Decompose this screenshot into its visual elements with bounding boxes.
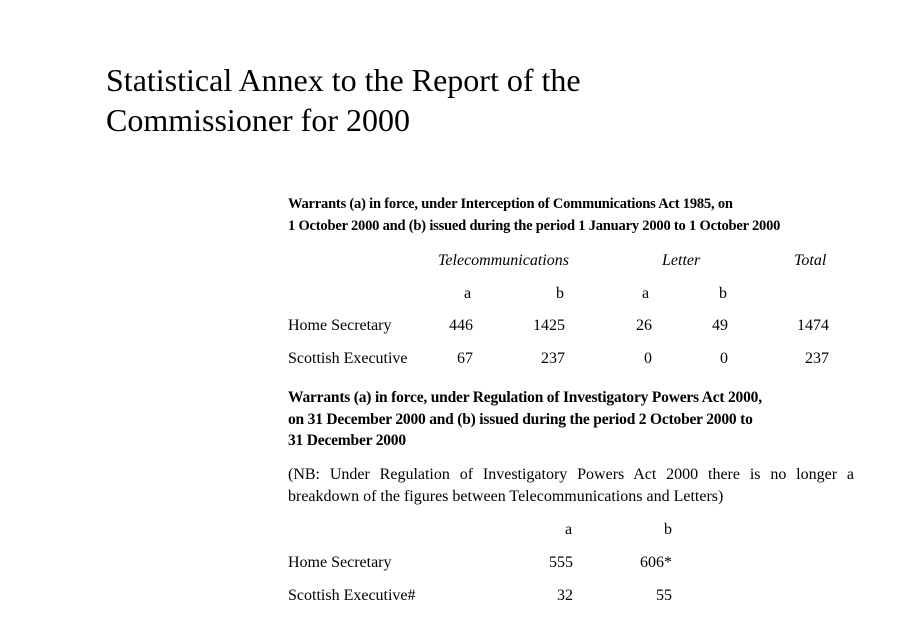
table1-subheader-letter-b: b bbox=[719, 285, 727, 302]
table1-cell-scottish-telecom-a: 67 bbox=[457, 350, 473, 367]
table1-subheader-telecom-b: b bbox=[556, 285, 564, 302]
table1-heading-line-2: 1 October 2000 and (b) issued during the period 1 January 2000 to 1 October 2000 bbox=[288, 218, 781, 234]
table2-row-label-scottish-executive: Scottish Executive# bbox=[288, 587, 416, 604]
table1-header-letter: Letter bbox=[662, 252, 701, 269]
table2-heading-line-2: on 31 December 2000 and (b) issued during the period 2 October 2000 to bbox=[288, 410, 753, 428]
table1-row-label-scottish-executive: Scottish Executive bbox=[288, 350, 408, 367]
page-title bbox=[106, 60, 581, 140]
page-title-line-2: Commissioner for 2000 bbox=[106, 102, 410, 138]
table1-cell-scottish-letter-b: 0 bbox=[720, 350, 728, 367]
table2-heading-line-1: Warrants (a) in force, under Regulation of Investigatory Powers Act 2000, bbox=[288, 389, 762, 406]
table1-cell-scottish-total: 237 bbox=[805, 350, 829, 367]
table2-row-label-home-secretary: Home Secretary bbox=[288, 554, 392, 571]
table1-header-total: Total bbox=[794, 252, 827, 269]
table1-cell-home-total: 1474 bbox=[797, 317, 829, 334]
table1-cell-scottish-telecom-b: 237 bbox=[541, 350, 565, 367]
table1-cell-home-telecom-b: 1425 bbox=[533, 317, 565, 334]
table1-cell-home-letter-a: 26 bbox=[636, 317, 652, 334]
table2-cell-scottish-b: 55 bbox=[656, 587, 672, 604]
table1-cell-home-letter-b: 49 bbox=[712, 317, 728, 334]
table1-cell-scottish-letter-a: 0 bbox=[644, 350, 652, 367]
table2-cell-home-b: 606* bbox=[640, 554, 672, 571]
table2-subheader-a: a bbox=[565, 521, 573, 538]
table1-subheader-telecom-a: a bbox=[464, 285, 472, 302]
table1-row-label-home-secretary: Home Secretary bbox=[288, 317, 392, 334]
table1-heading-line-1: Warrants (a) in force, under Interception of Communications Act 1985, on bbox=[288, 196, 733, 212]
table1-header-telecommunications: Telecommunications bbox=[438, 252, 569, 269]
table2-heading-line-3: 31 December 2000 bbox=[288, 432, 406, 449]
table1-subheader-letter-a: a bbox=[642, 285, 650, 302]
table1-cell-home-telecom-a: 446 bbox=[449, 317, 473, 334]
table2-cell-scottish-a: 32 bbox=[557, 587, 573, 604]
table2-note: (NB: Under Regulation of Investigatory Powers Act 2000 there is no longer a breakdown of the figures between Telecommunications and Letters) bbox=[288, 466, 854, 505]
page-title-line-1: Statistical Annex to the Report of the bbox=[106, 62, 581, 98]
table2-heading bbox=[288, 387, 762, 452]
table2-cell-home-a: 555 bbox=[549, 554, 573, 571]
table2-subheader-b: b bbox=[664, 521, 672, 538]
table1-heading bbox=[288, 193, 780, 237]
